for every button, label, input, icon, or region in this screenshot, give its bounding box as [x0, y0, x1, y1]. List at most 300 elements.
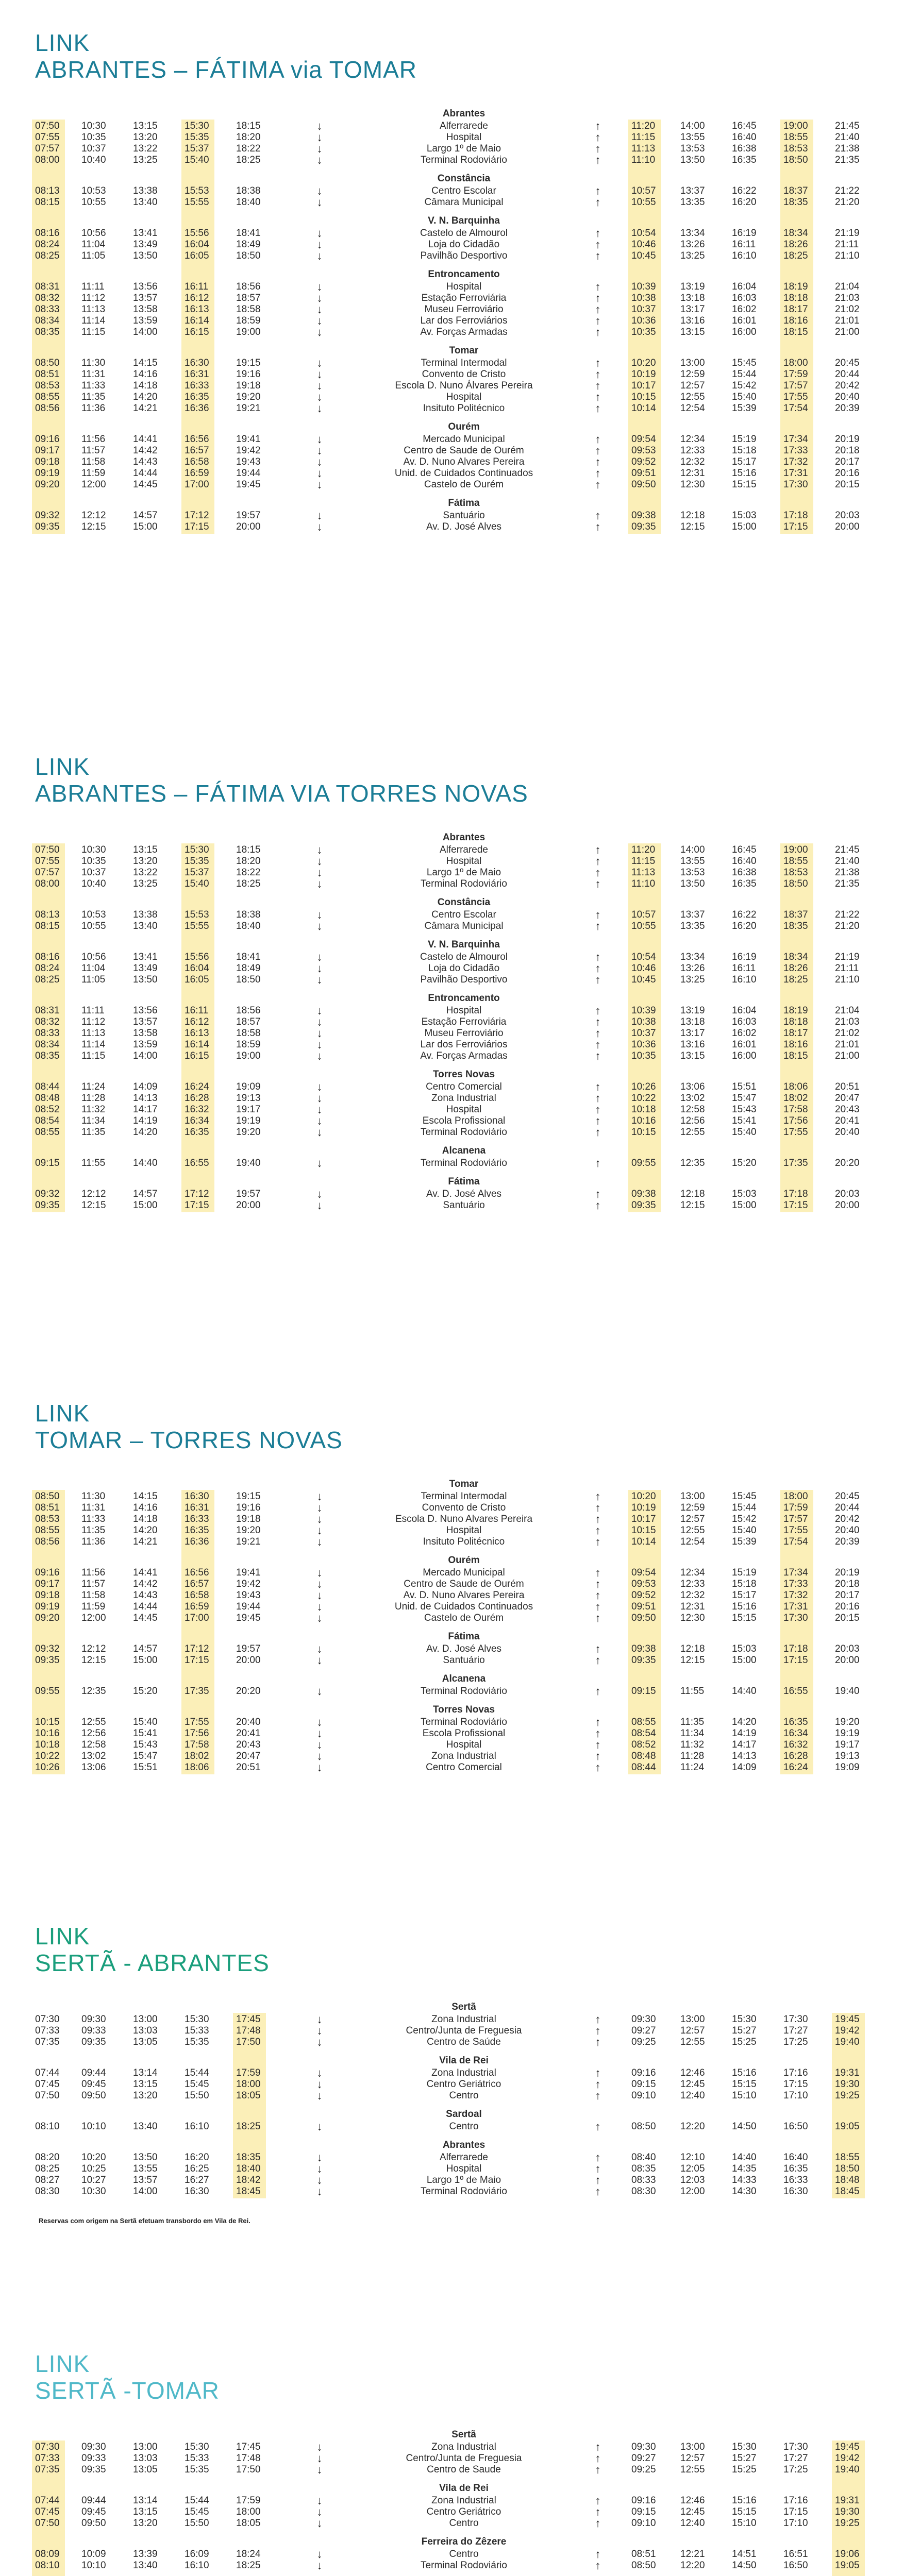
return-time: 18:18: [783, 293, 808, 303]
locality-heading: Entroncamento: [428, 269, 500, 280]
table-row: [0, 1751, 904, 1762]
departure-time: 09:19: [35, 1601, 60, 1612]
departure-time: 08:31: [35, 281, 60, 292]
return-time: 11:10: [631, 878, 656, 889]
return-time: 12:59: [680, 369, 705, 380]
departure-time: 13:25: [133, 878, 158, 889]
return-time: 17:55: [783, 1127, 808, 1138]
arrow-up-icon: ↑: [595, 973, 601, 986]
return-time: 10:55: [631, 197, 656, 208]
departure-time: 13:15: [133, 2079, 158, 2090]
arrow-down-icon: ↓: [316, 2185, 323, 2198]
return-time: 09:38: [631, 510, 656, 521]
departure-time: 18:22: [236, 867, 261, 878]
return-time: 12:32: [680, 456, 705, 467]
departure-time: 13:14: [133, 2495, 158, 2506]
departure-time: 18:05: [236, 2090, 261, 2101]
section-title: [35, 1924, 270, 1975]
departure-time: 14:40: [133, 1158, 158, 1168]
return-time: 21:19: [835, 952, 860, 962]
return-time: 19:40: [835, 2464, 860, 2475]
departure-time: 14:15: [133, 358, 158, 368]
stop-name: Av. Forças Armadas: [420, 327, 508, 337]
stop-name: Centro de Saúde: [427, 2037, 501, 2047]
departure-time: 11:35: [81, 1525, 106, 1536]
departure-time: 18:59: [236, 1039, 261, 1050]
locality-heading: Tomar: [449, 1479, 479, 1489]
departure-time: 10:18: [35, 1739, 60, 1750]
departure-time: 11:24: [81, 1081, 106, 1092]
return-time: 21:45: [835, 121, 860, 131]
arrow-up-icon: ↑: [595, 2505, 601, 2518]
return-time: 18:19: [783, 281, 808, 292]
departure-time: 16:35: [185, 1127, 209, 1138]
departure-time: 08:34: [35, 1039, 60, 1050]
return-time: 15:10: [732, 2518, 757, 2529]
return-time: 20:16: [835, 1601, 860, 1612]
arrow-up-icon: ↑: [595, 2162, 601, 2175]
arrow-up-icon: ↑: [595, 249, 601, 262]
arrow-up-icon: ↑: [595, 1589, 601, 1602]
departure-time: 19:15: [236, 1491, 261, 1502]
departure-time: 14:43: [133, 456, 158, 467]
departure-time: 12:15: [81, 521, 106, 532]
return-time: 15:17: [732, 456, 757, 467]
return-time: 18:48: [835, 2175, 860, 2185]
departure-time: 15:33: [185, 2025, 209, 2036]
departure-time: 14:18: [133, 380, 158, 391]
return-time: 17:27: [783, 2453, 808, 2464]
return-time: 13:25: [680, 974, 705, 985]
departure-time: 13:59: [133, 1039, 158, 1050]
departure-time: 15:44: [185, 2495, 209, 2506]
departure-time: 15:00: [133, 1200, 158, 1211]
departure-time: 18:57: [236, 293, 261, 303]
return-time: 16:24: [783, 1762, 808, 1773]
return-time: 12:15: [680, 1655, 705, 1666]
departure-time: 17:59: [236, 2067, 261, 2078]
departure-time: 19:45: [236, 1613, 261, 1623]
return-time: 12:15: [680, 1200, 705, 1211]
return-time: 19:45: [835, 2014, 860, 2025]
arrow-down-icon: ↓: [316, 1727, 323, 1740]
return-time: 21:40: [835, 856, 860, 867]
departure-time: 10:56: [81, 228, 106, 239]
section-route-name: ABRANTES – FÁTIMA VIA TORRES NOVAS: [35, 780, 528, 807]
return-time: 11:24: [680, 1762, 705, 1773]
departure-time: 08:55: [35, 392, 60, 402]
departure-time: 16:04: [185, 239, 209, 250]
arrow-down-icon: ↓: [316, 1114, 323, 1127]
return-time: 17:10: [783, 2090, 808, 2101]
departure-time: 08:50: [35, 358, 60, 368]
departure-time: 11:35: [81, 392, 106, 402]
arrow-up-icon: ↑: [595, 2089, 601, 2102]
departure-time: 13:57: [133, 293, 158, 303]
return-time: 19:30: [835, 2079, 860, 2090]
arrow-down-icon: ↓: [316, 1612, 323, 1624]
return-time: 21:01: [835, 315, 860, 326]
departure-time: 08:35: [35, 1050, 60, 1061]
return-time: 13:16: [680, 1039, 705, 1050]
return-time: 09:25: [631, 2037, 656, 2047]
departure-time: 11:04: [81, 239, 106, 250]
stop-name: Unid. de Cuidados Continuados: [394, 1601, 533, 1612]
return-time: 16:00: [732, 327, 757, 337]
arrow-down-icon: ↓: [316, 1761, 323, 1774]
departure-time: 11:05: [81, 974, 106, 985]
stop-name: Castelo de Ourém: [424, 479, 504, 490]
departure-time: 14:18: [133, 1514, 158, 1524]
departure-time: 17:50: [236, 2464, 261, 2475]
arrow-up-icon: ↑: [595, 142, 601, 155]
departure-time: 13:14: [133, 2067, 158, 2078]
return-time: 11:15: [631, 856, 656, 867]
return-time: 09:25: [631, 2464, 656, 2475]
section-link-label: LINK: [35, 753, 90, 780]
return-time: 18:37: [783, 185, 808, 196]
departure-time: 12:00: [81, 479, 106, 490]
table-row: [0, 315, 904, 327]
table-row: [0, 1613, 904, 1624]
return-time: 10:19: [631, 1502, 656, 1513]
departure-time: 14:00: [133, 1050, 158, 1061]
return-time: 13:26: [680, 963, 705, 974]
stop-name: Lar dos Ferroviários: [420, 315, 508, 326]
return-time: 13:15: [680, 1050, 705, 1061]
return-time: 09:53: [631, 1579, 656, 1589]
return-time: 14:17: [732, 1739, 757, 1750]
return-time: 20:40: [835, 1525, 860, 1536]
arrow-down-icon: ↓: [316, 2441, 323, 2453]
return-time: 14:33: [732, 2175, 757, 2185]
departure-time: 11:59: [81, 1601, 106, 1612]
departure-time: 14:13: [133, 1093, 158, 1104]
arrow-up-icon: ↑: [595, 131, 601, 144]
departure-time: 18:49: [236, 239, 261, 250]
return-time: 20:03: [835, 1189, 860, 1199]
arrow-down-icon: ↓: [316, 1490, 323, 1503]
stop-name: Zona Industrial: [431, 2067, 496, 2078]
return-time: 16:10: [732, 250, 757, 261]
return-time: 09:50: [631, 479, 656, 490]
return-time: 17:57: [783, 1514, 808, 1524]
return-time: 18:06: [783, 1081, 808, 1092]
return-time: 15:16: [732, 1601, 757, 1612]
departure-time: 10:10: [81, 2121, 106, 2132]
departure-time: 20:51: [236, 1762, 261, 1773]
departure-time: 19:16: [236, 1502, 261, 1513]
departure-time: 13:05: [133, 2037, 158, 2047]
departure-time: 15:35: [185, 856, 209, 867]
return-time: 12:30: [680, 1613, 705, 1623]
return-time: 16:50: [783, 2121, 808, 2132]
table-row: [0, 1762, 904, 1773]
departure-time: 17:50: [236, 2037, 261, 2047]
departure-time: 16:55: [185, 1158, 209, 1168]
departure-time: 15:33: [185, 2453, 209, 2464]
table-row: [0, 2014, 904, 2025]
return-time: 15:20: [732, 1158, 757, 1168]
arrow-up-icon: ↑: [595, 855, 601, 868]
return-time: 20:18: [835, 1579, 860, 1589]
arrow-up-icon: ↑: [595, 184, 601, 197]
departure-time: 10:27: [81, 2175, 106, 2185]
departure-time: 08:13: [35, 185, 60, 196]
departure-time: 11:12: [81, 1016, 106, 1027]
stop-name: Zona Industrial: [431, 1751, 496, 1761]
departure-time: 16:31: [185, 369, 209, 380]
return-time: 12:58: [680, 1104, 705, 1115]
departure-time: 11:04: [81, 963, 106, 974]
section-title: [35, 1401, 343, 1452]
departure-time: 10:20: [81, 2152, 106, 2163]
table-row: [0, 197, 904, 208]
locality-heading: Sardoal: [446, 2109, 482, 2120]
stop-name: Hospital: [446, 2163, 482, 2174]
return-time: 21:02: [835, 1028, 860, 1039]
arrow-down-icon: ↓: [316, 1188, 323, 1200]
departure-time: 15:55: [185, 921, 209, 931]
return-time: 19:00: [783, 121, 808, 131]
departure-time: 16:33: [185, 1514, 209, 1524]
departure-time: 15:20: [133, 1686, 158, 1697]
departure-time: 09:55: [35, 1686, 60, 1697]
section-route-name: SERTÃ - ABRANTES: [35, 1950, 270, 1976]
departure-time: 08:56: [35, 403, 60, 414]
departure-time: 07:45: [35, 2079, 60, 2090]
return-time: 21:22: [835, 185, 860, 196]
arrow-up-icon: ↑: [595, 2463, 601, 2476]
stop-name: Museu Ferroviário: [424, 304, 504, 315]
departure-time: 15:50: [185, 2090, 209, 2101]
departure-time: 14:21: [133, 1536, 158, 1547]
return-time: 15:44: [732, 1502, 757, 1513]
stop-name: Centro Geriátrico: [426, 2079, 501, 2090]
locality-heading: Torres Novas: [432, 1069, 495, 1080]
stop-name: Centro de Saude de Ourém: [404, 445, 524, 456]
arrow-up-icon: ↑: [595, 2185, 601, 2198]
departure-time: 14:43: [133, 1590, 158, 1601]
arrow-down-icon: ↓: [316, 1049, 323, 1062]
stop-name: Centro/Junta de Freguesia: [406, 2025, 522, 2036]
table-row: [0, 239, 904, 250]
arrow-up-icon: ↑: [595, 196, 601, 209]
departure-time: 08:56: [35, 1536, 60, 1547]
departure-time: 18:25: [236, 878, 261, 889]
arrow-up-icon: ↑: [595, 227, 601, 240]
departure-time: 13:58: [133, 1028, 158, 1039]
return-time: 09:51: [631, 1601, 656, 1612]
departure-time: 16:11: [185, 281, 209, 292]
arrow-down-icon: ↓: [316, 2078, 323, 2091]
stop-name: Centro: [449, 2121, 479, 2132]
arrow-down-icon: ↓: [316, 2162, 323, 2175]
return-time: 19:05: [835, 2560, 860, 2571]
departure-time: 09:33: [81, 2453, 106, 2464]
return-time: 10:35: [631, 1050, 656, 1061]
stop-name: Mercado Municipal: [423, 1567, 505, 1578]
return-time: 12:59: [680, 1502, 705, 1513]
departure-time: 15:40: [133, 1717, 158, 1727]
return-time: 10:46: [631, 239, 656, 250]
departure-time: 09:17: [35, 445, 60, 456]
return-time: 13:00: [680, 2442, 705, 2452]
section-route-name: TOMAR – TORRES NOVAS: [35, 1427, 343, 1453]
departure-time: 10:10: [81, 2560, 106, 2571]
departure-time: 12:00: [81, 1613, 106, 1623]
arrow-down-icon: ↓: [316, 1004, 323, 1017]
return-time: 10:15: [631, 392, 656, 402]
departure-time: 13:22: [133, 143, 158, 154]
return-time: 13:19: [680, 1005, 705, 1016]
return-time: 21:35: [835, 155, 860, 165]
departure-time: 11:14: [81, 315, 106, 326]
return-time: 21:03: [835, 1016, 860, 1027]
table-row: [0, 1590, 904, 1601]
table-row: [0, 844, 904, 856]
return-time: 16:55: [783, 1686, 808, 1697]
return-time: 17:30: [783, 2014, 808, 2025]
return-time: 13:00: [680, 2014, 705, 2025]
departure-time: 18:58: [236, 304, 261, 315]
return-time: 13:53: [680, 867, 705, 878]
table-row: [0, 2518, 904, 2529]
return-time: 18:55: [783, 132, 808, 143]
return-time: 17:30: [783, 479, 808, 490]
departure-time: 08:10: [35, 2560, 60, 2571]
return-time: 15:43: [732, 1104, 757, 1115]
arrow-up-icon: ↑: [595, 2452, 601, 2465]
departure-time: 18:58: [236, 1028, 261, 1039]
return-time: 13:00: [680, 1491, 705, 1502]
locality-heading: Sertã: [451, 2002, 476, 2012]
table-row: [0, 1601, 904, 1613]
arrow-down-icon: ↓: [316, 2036, 323, 2048]
arrow-up-icon: ↑: [595, 2036, 601, 2048]
return-time: 10:54: [631, 952, 656, 962]
departure-time: 13:57: [133, 1016, 158, 1027]
departure-time: 13:41: [133, 952, 158, 962]
return-time: 12:10: [680, 2152, 705, 2163]
arrow-up-icon: ↑: [595, 280, 601, 293]
departure-time: 16:30: [185, 1491, 209, 1502]
return-time: 17:30: [783, 2442, 808, 2452]
return-time: 10:37: [631, 1028, 656, 1039]
departure-time: 07:30: [35, 2014, 60, 2025]
arrow-up-icon: ↑: [595, 303, 601, 316]
departure-time: 13:59: [133, 315, 158, 326]
departure-time: 18:41: [236, 228, 261, 239]
departure-time: 10:40: [81, 878, 106, 889]
return-time: 20:00: [835, 1655, 860, 1666]
arrow-up-icon: ↑: [595, 2548, 601, 2561]
return-time: 13:18: [680, 1016, 705, 1027]
return-time: 19:13: [835, 1751, 860, 1761]
table-row: [0, 1739, 904, 1751]
arrow-down-icon: ↓: [316, 1103, 323, 1116]
return-time: 20:00: [835, 1200, 860, 1211]
arrow-down-icon: ↓: [316, 280, 323, 293]
departure-time: 17:12: [185, 510, 209, 521]
stop-name: Insituto Politécnico: [423, 403, 505, 414]
return-time: 12:55: [680, 1525, 705, 1536]
return-time: 14:50: [732, 2121, 757, 2132]
departure-time: 14:41: [133, 1567, 158, 1578]
departure-time: 08:27: [35, 2175, 60, 2185]
return-time: 12:34: [680, 434, 705, 445]
return-time: 20:18: [835, 445, 860, 456]
return-time: 14:19: [732, 1728, 757, 1739]
table-row: [0, 1717, 904, 1728]
arrow-up-icon: ↑: [595, 509, 601, 522]
arrow-down-icon: ↓: [316, 855, 323, 868]
section-note: Reservas com origem na Sertã efetuam transbordo em Vila de Rei.: [39, 2217, 250, 2225]
locality-heading: Ferreira do Zêzere: [421, 2536, 507, 2547]
departure-time: 17:56: [185, 1728, 209, 1739]
return-time: 15:16: [732, 2067, 757, 2078]
arrow-up-icon: ↑: [595, 1114, 601, 1127]
return-time: 09:15: [631, 2079, 656, 2090]
departure-time: 15:45: [185, 2079, 209, 2090]
return-time: 20:41: [835, 1115, 860, 1126]
departure-time: 18:35: [236, 2152, 261, 2163]
return-time: 20:39: [835, 1536, 860, 1547]
stop-name: Centro de Saude de Ourém: [404, 1579, 524, 1589]
table-row: [0, 2506, 904, 2518]
return-time: 17:25: [783, 2464, 808, 2475]
arrow-up-icon: ↑: [595, 920, 601, 933]
return-time: 14:13: [732, 1751, 757, 1761]
departure-time: 11:55: [81, 1158, 106, 1168]
return-time: 15:03: [732, 510, 757, 521]
return-time: 15:15: [732, 479, 757, 490]
stop-name: Pavilhão Desportivo: [420, 250, 508, 261]
departure-time: 08:31: [35, 1005, 60, 1016]
departure-time: 08:00: [35, 878, 60, 889]
departure-time: 18:15: [236, 844, 261, 855]
return-time: 12:05: [680, 2163, 705, 2174]
departure-time: 16:57: [185, 1579, 209, 1589]
arrow-up-icon: ↑: [595, 368, 601, 381]
return-time: 20:47: [835, 1093, 860, 1104]
return-time: 14:40: [732, 1686, 757, 1697]
departure-time: 18:57: [236, 1016, 261, 1027]
return-time: 17:18: [783, 1189, 808, 1199]
return-time: 13:34: [680, 228, 705, 239]
return-time: 20:40: [835, 1127, 860, 1138]
stop-name: Centro Comercial: [426, 1081, 502, 1092]
arrow-up-icon: ↑: [595, 2559, 601, 2572]
locality-heading: V. N. Barquinha: [428, 939, 500, 950]
return-time: 20:15: [835, 479, 860, 490]
return-time: 11:20: [631, 121, 656, 131]
departure-time: 07:55: [35, 856, 60, 867]
return-time: 09:52: [631, 456, 656, 467]
departure-time: 08:50: [35, 1491, 60, 1502]
departure-time: 07:30: [35, 2442, 60, 2452]
return-time: 12:31: [680, 1601, 705, 1612]
return-time: 10:18: [631, 1104, 656, 1115]
departure-time: 13:41: [133, 228, 158, 239]
departure-time: 10:35: [81, 856, 106, 867]
departure-time: 14:41: [133, 434, 158, 445]
return-time: 10:38: [631, 1016, 656, 1027]
departure-time: 09:15: [35, 1158, 60, 1168]
arrow-down-icon: ↓: [316, 2463, 323, 2476]
arrow-up-icon: ↑: [595, 292, 601, 304]
table-row: [0, 2025, 904, 2037]
